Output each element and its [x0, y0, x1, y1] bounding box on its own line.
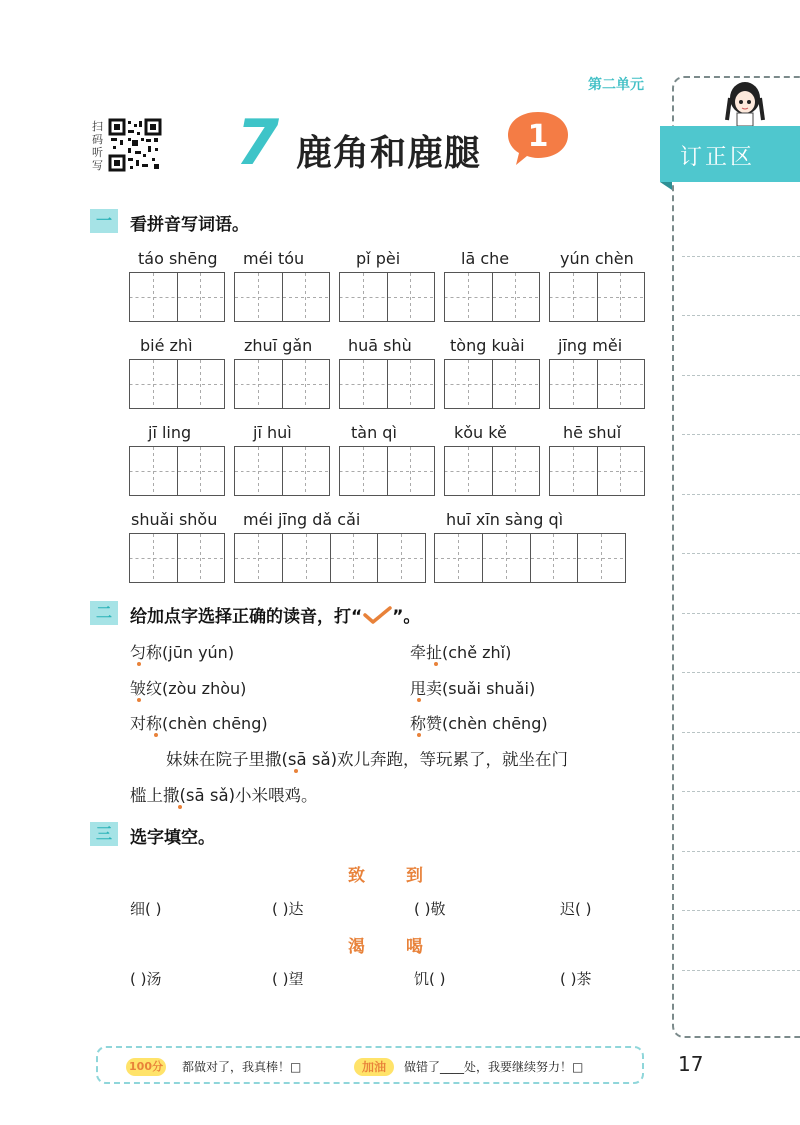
emphasis-dot: [417, 733, 421, 737]
emphasis-dot: [294, 769, 298, 773]
pinyin-label: jī huì: [253, 423, 292, 442]
emphasis-dot: [137, 662, 141, 666]
pinyin-label: huī xīn sàng qì: [446, 510, 564, 529]
writing-grid[interactable]: [549, 446, 645, 496]
ruled-line: [682, 732, 800, 733]
fill-blank[interactable]: ( )敬: [414, 900, 446, 918]
pronunciation-item[interactable]: 对称(chèn chēng): [130, 714, 268, 733]
section-badge-3: 三: [90, 822, 118, 846]
pinyin-label: lā che: [461, 249, 510, 268]
ruled-line: [682, 672, 800, 673]
correction-area-title: 订正区: [680, 145, 756, 170]
writing-grid[interactable]: [339, 446, 435, 496]
pinyin-label: shuǎi shǒu: [131, 510, 218, 529]
page-number: 17: [678, 1052, 704, 1076]
ruled-line: [682, 851, 800, 852]
qr-label: 扫码听写: [92, 120, 103, 172]
pinyin-label: jī ling: [148, 423, 192, 442]
ruled-line: [682, 553, 800, 554]
emphasis-dot: [434, 662, 438, 666]
emphasis-dot: [137, 698, 141, 702]
fill-blank[interactable]: 迟( ): [560, 900, 592, 918]
writing-grid[interactable]: [339, 359, 435, 409]
ruled-line: [682, 375, 800, 376]
writing-grid[interactable]: [234, 359, 330, 409]
section-badge-1: 一: [90, 209, 118, 233]
sentence-line-2[interactable]: 槛上撒(sā sǎ)小米喂鸡。: [130, 786, 318, 805]
checkmark-icon: [362, 606, 392, 624]
writing-grid[interactable]: [129, 272, 225, 322]
ruled-line: [682, 970, 800, 971]
unit-label: 第二单元: [588, 77, 644, 93]
qr-code-icon[interactable]: [108, 118, 162, 172]
fill-blank[interactable]: ( )茶: [560, 970, 592, 988]
writing-grid[interactable]: [234, 272, 330, 322]
header-fold: [660, 182, 672, 190]
pinyin-label: bié zhì: [140, 336, 193, 355]
self-check-mistakes[interactable]: 做错了____处，我要继续努力！□: [404, 1060, 584, 1074]
pronunciation-item[interactable]: 甩卖(suǎi shuǎi): [410, 679, 536, 698]
pronunciation-item[interactable]: 牵扯(chě zhǐ): [410, 643, 512, 662]
speech-bubble-icon: [506, 108, 570, 168]
emphasis-dot: [154, 733, 158, 737]
writing-grid[interactable]: [444, 359, 540, 409]
choice-char: 到: [406, 866, 423, 886]
section-title-1: 看拼音写词语。: [130, 215, 249, 235]
writing-grid[interactable]: [339, 272, 435, 322]
pronunciation-item[interactable]: 匀称(jūn yún): [130, 643, 235, 662]
self-check-all-correct[interactable]: 都做对了，我真棒！□: [182, 1060, 302, 1074]
pinyin-label: huā shù: [348, 336, 412, 355]
girl-illustration-icon: [722, 80, 768, 128]
fill-blank[interactable]: 细( ): [130, 900, 162, 918]
writing-grid[interactable]: [434, 533, 626, 583]
ruled-line: [682, 613, 800, 614]
writing-grid[interactable]: [549, 359, 645, 409]
fill-blank[interactable]: ( )望: [272, 970, 304, 988]
sentence-line-1[interactable]: 妹妹在院子里撒(sā sǎ)欢儿奔跑，等玩累了，就坐在门: [166, 750, 569, 769]
writing-grid[interactable]: [549, 272, 645, 322]
lesson-number: 7: [236, 106, 280, 179]
ruled-line: [682, 315, 800, 316]
correction-area: [672, 76, 800, 1038]
pinyin-label: hē shuǐ: [563, 423, 622, 442]
fill-blank[interactable]: 饥( ): [414, 970, 446, 988]
choice-char: 致: [348, 866, 365, 886]
bubble-number: 1: [527, 119, 549, 154]
keep-going-badge: 加油: [354, 1058, 394, 1076]
emphasis-dot: [417, 698, 421, 702]
ruled-line: [682, 434, 800, 435]
pinyin-label: zhuī gǎn: [244, 336, 313, 355]
hundred-points-badge: 100分: [126, 1058, 166, 1076]
ruled-line: [682, 791, 800, 792]
pronunciation-item[interactable]: 皱纹(zòu zhòu): [130, 679, 247, 698]
writing-grid[interactable]: [444, 272, 540, 322]
pinyin-label: tàn qì: [351, 423, 397, 442]
writing-grid[interactable]: [234, 533, 426, 583]
emphasis-dot: [178, 805, 182, 809]
section-badge-2: 二: [90, 601, 118, 625]
title-text: 给加点字选择正确的读音，打“: [130, 607, 363, 627]
writing-grid[interactable]: [129, 359, 225, 409]
pinyin-label: méi tóu: [243, 249, 305, 268]
pinyin-label: pǐ pèi: [356, 249, 401, 268]
ruled-line: [682, 256, 800, 257]
pinyin-label: tòng kuài: [450, 336, 525, 355]
writing-grid[interactable]: [234, 446, 330, 496]
section-title-3: 选字填空。: [130, 828, 215, 848]
choice-char: 喝: [406, 937, 423, 957]
pinyin-label: yún chèn: [560, 249, 634, 268]
pinyin-label: kǒu kě: [454, 423, 507, 442]
lesson-title: 鹿角和鹿腿: [296, 133, 482, 174]
fill-blank[interactable]: ( )汤: [130, 970, 162, 988]
writing-grid[interactable]: [129, 446, 225, 496]
ruled-line: [682, 910, 800, 911]
section-title-2: [130, 602, 420, 627]
pinyin-label: táo shēng: [138, 249, 218, 268]
writing-grid[interactable]: [129, 533, 225, 583]
choice-char: 渴: [348, 937, 365, 957]
fill-blank[interactable]: ( )达: [272, 900, 304, 918]
writing-grid[interactable]: [444, 446, 540, 496]
ruled-line: [682, 494, 800, 495]
pinyin-label: méi jīng dǎ cǎi: [243, 510, 361, 529]
title-text: ”。: [392, 607, 421, 627]
pronunciation-item[interactable]: 称赞(chèn chēng): [410, 714, 548, 733]
pinyin-label: jīng měi: [558, 336, 623, 355]
